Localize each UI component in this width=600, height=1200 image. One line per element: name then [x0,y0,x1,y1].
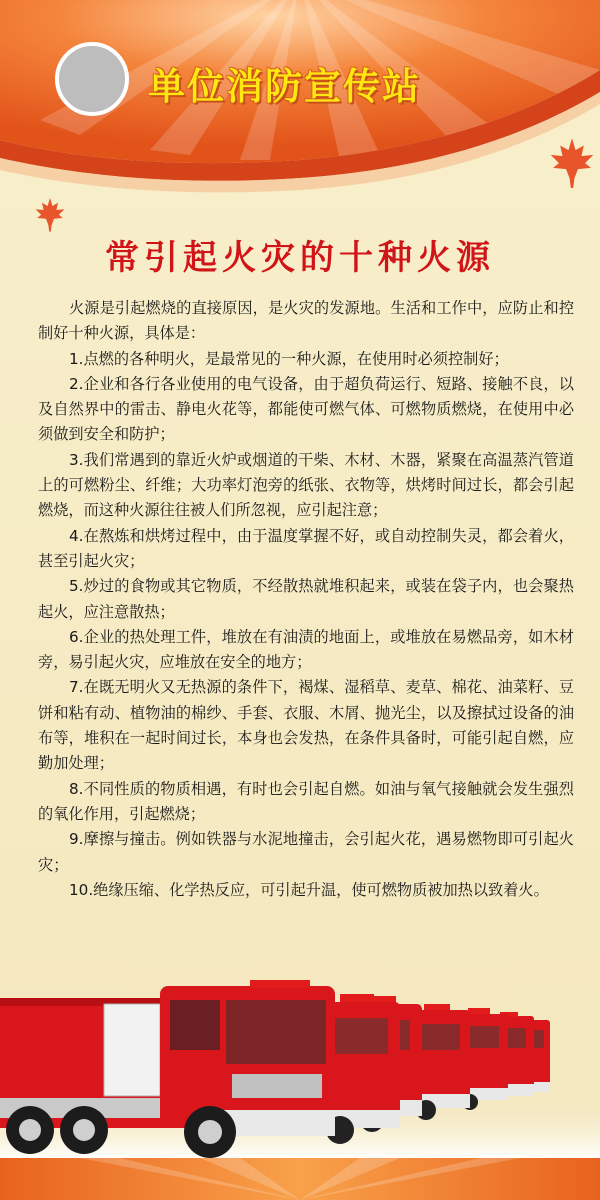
list-item: 7.在既无明火又无热源的条件下，褐煤、湿稻草、麦草、棉花、油菜籽、豆饼和粘有动、植物油的棉纱、手套、衣服、木屑、抛光尘，以及擦拭过设备的油布等，堆积在一起时间过长，本身也会发热，在条件具备时，可能引起自燃，应勤加处理； [38,678,574,773]
list-item: 6.企业的热处理工件，堆放在有油渍的地面上，或堆放在易燃品旁，如木材旁，易引起火灾，应堆放在安全的地方； [38,627,574,672]
fire-trucks-illustration [0,970,600,1160]
list-item: 3.我们常遇到的靠近火炉或烟道的干柴、木材、木器，紧聚在高温蒸汽管道上的可燃粉尘、纤维；大功率灯泡旁的纸张、衣物等，烘烤时间过长，都会引起燃烧，而这种火源往往被人们所忽视，应引起注意； [38,450,574,520]
headline: 常引起火灾的十种火源 [105,238,495,278]
list-item: 4.在熬炼和烘烤过程中，由于温度掌握不好，或自动控制失灵，都会着火，甚至引起火灾； [38,526,574,570]
list-item: 8.不同性质的物质相遇，有时也会引起自燃。如油与氧气接触就会发生强烈的氧化作用，引起燃烧； [38,779,574,823]
list-item: 2.企业和各行各业使用的电气设备，由于超负荷运行、短路、接触不良，以及自然界中的雷击、静电火花等，都能使可燃气体、可燃物质燃烧，在使用中必须做到安全和防护； [38,374,574,444]
footer-band [0,1158,600,1200]
list-item: 5.炒过的食物或其它物质，不经散热就堆积起来，或装在袋子内，也会聚热起火，应注意散热； [38,577,574,621]
list-item: 1.点燃的各种明火，是最常见的一种火源，在使用时必须控制好； [69,349,509,368]
site-title: 单位消防宣传站 [148,65,421,108]
list-item: 10.绝缘压缩、化学热反应，可引起升温，使可燃物质被加热以致着火。 [69,880,549,899]
intro-paragraph: 火源是引起燃烧的直接原因，是火灾的发源地。生活和工作中，应防止和控制好十种火源，具体是： [38,299,574,343]
article-body [38,296,574,903]
maple-leaf-icon [34,196,66,232]
list-item: 9.摩擦与撞击。例如铁器与水泥地撞击，会引起火花，遇易燃物即可引起火灾； [38,830,574,874]
maple-leaf-icon [548,136,596,188]
logo-placeholder-circle [57,44,127,114]
